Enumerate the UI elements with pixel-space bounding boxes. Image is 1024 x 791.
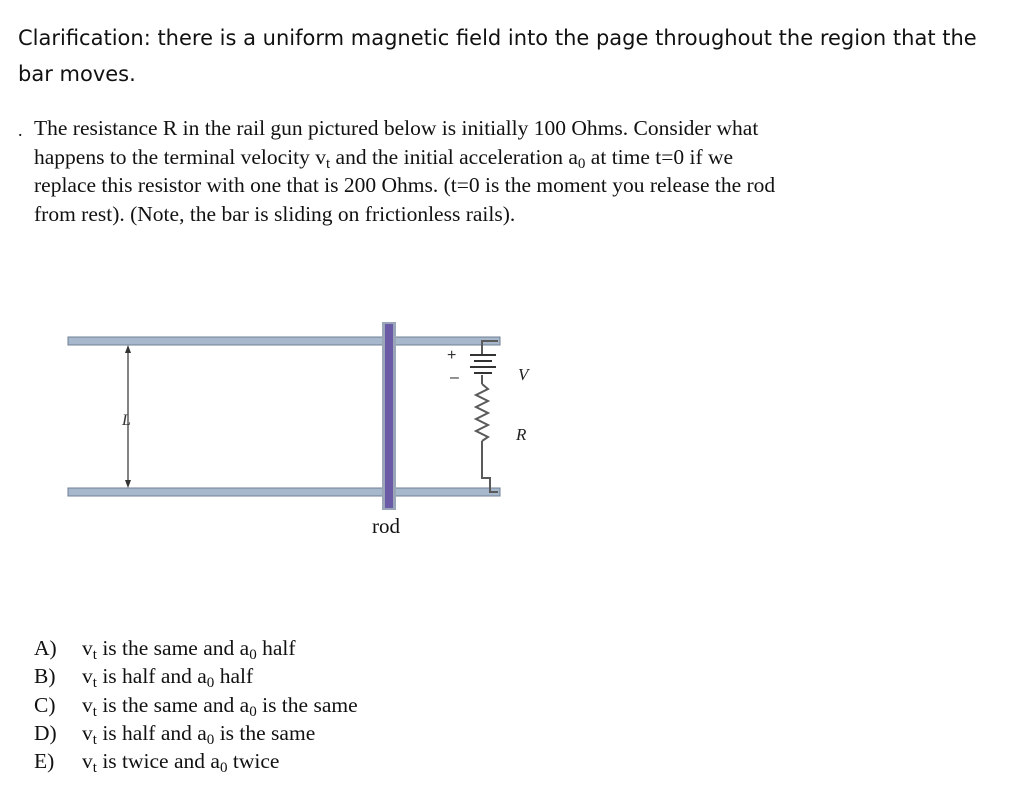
option-e[interactable]: E) $v_t$ is twice and $a_0$ twice [34,749,280,776]
clarification-text: Clarification: there is a uniform magnetic field into the page throughout the region that the bar moves. [18,26,977,86]
resistor-label: R [516,425,527,444]
question-line-2: happens to the terminal velocity $v_t$ and the initial acceleration $a_0$ at time t=0 if we [34,144,734,172]
option-c[interactable]: C) $v_t$ is the same and $a_0$ is the same [34,692,358,720]
battery-minus-label: – [450,369,459,386]
option-a[interactable]: A) $v_t$ is the same and $a_0$ half [34,636,296,663]
question-line-1: The resistance R in the rail gun pictured below is initially 100 Ohms. Consider what [34,116,759,140]
length-label: L [122,412,131,429]
battery-icon [470,355,496,373]
rod-label: rod [372,514,400,538]
top-rail [68,337,500,345]
battery-resistor-circuit [476,341,498,492]
question-line-3: replace this resistor with one that is 200 Ohms. (t=0 is the moment you release the rod [34,173,776,197]
option-b[interactable]: B) $v_t$ is half and $a_0$ half [34,664,254,692]
battery-plus-label: + [447,347,457,364]
rail-gun-diagram [60,310,580,550]
question-text [34,114,914,228]
option-d[interactable]: D) $v_t$ is half and $a_0$ is the same [34,720,316,748]
voltage-label: V [518,365,529,384]
question-marker: . [18,120,23,140]
bottom-rail [68,488,500,496]
question-line-4: from rest). (Note, the bar is sliding on frictionless rails). [34,201,516,226]
answer-options [34,634,358,775]
